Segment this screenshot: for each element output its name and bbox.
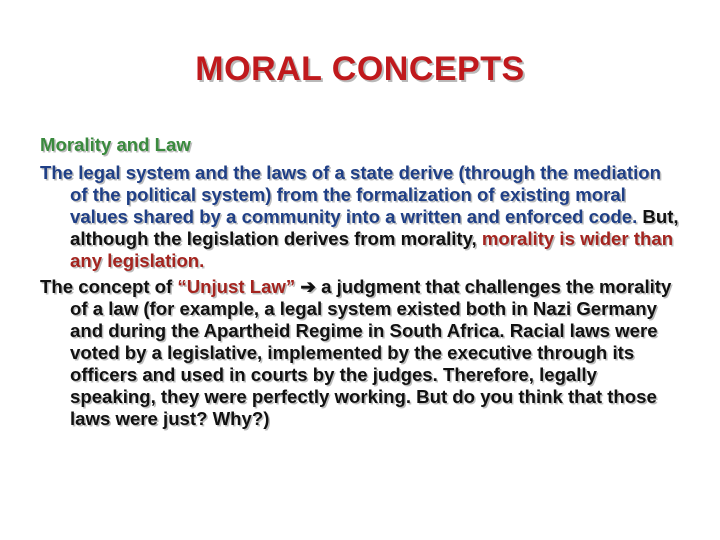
legal-system-text: The legal system and the laws of a state derive (through the mediation of the political system) from the formalization of existing moral values shared by a community into a written and enforced code. xyxy=(40,162,661,227)
section-heading: Morality and Law xyxy=(40,134,191,155)
concept-intro-text: The concept of xyxy=(40,276,178,297)
legislation-text: But, although the legislation derives from morality, xyxy=(70,206,679,249)
unjust-law-quote: “Unjust Law” xyxy=(177,276,296,297)
morality-wider-text: morality is wider than any legislation. xyxy=(70,228,674,271)
paragraph-legal-system xyxy=(40,162,680,272)
paragraph-unjust-law xyxy=(40,276,680,430)
arrow-right-icon: ➔ xyxy=(295,276,322,297)
slide-title: MORAL CONCEPTS xyxy=(195,50,525,88)
judgment-text: a judgment that challenges the morality of a law (for example, a legal system existed both in Nazi Germany and during the Apartheid Regime in South Africa. Racial laws were voted by a legislative, implemented by the executive through its officers and used in courts by the judges. Therefore, legally speaking, they were perfectly working. But do you think that those laws were just? Why?) xyxy=(70,276,672,429)
slide-body xyxy=(40,134,680,434)
